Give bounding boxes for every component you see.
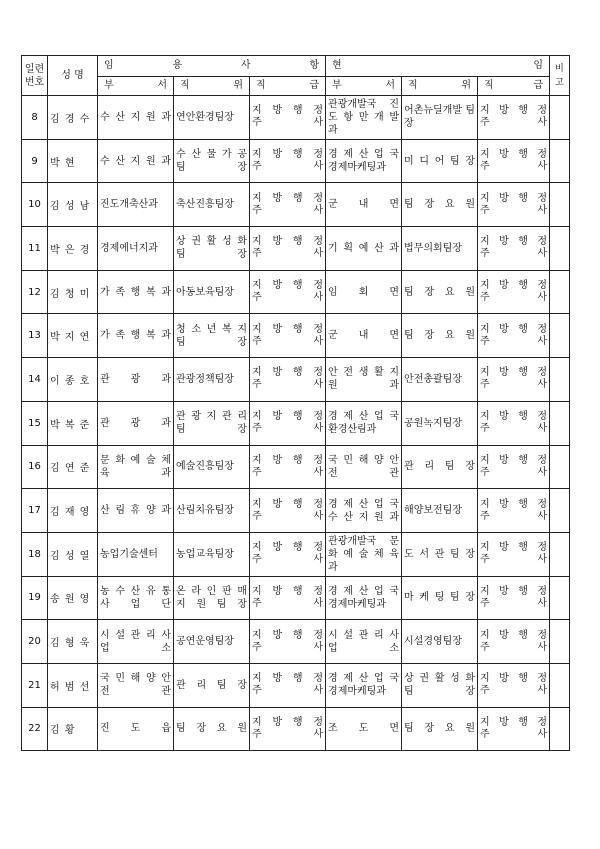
cur-rank-line2: 주 사 bbox=[480, 161, 548, 173]
name-cell: 김 황 bbox=[48, 707, 98, 751]
new-position-cell: 농업교육팀장 bbox=[174, 532, 250, 576]
remark-cell bbox=[550, 663, 570, 707]
cur-dept-cell: 경 제 산 업 국 경제마케팅과 bbox=[326, 663, 402, 707]
cur-position-cell: 공원녹지팀장 bbox=[402, 401, 478, 445]
table-row bbox=[22, 663, 570, 707]
cur-rank-cell bbox=[478, 401, 550, 445]
cur-rank-line1: 지 방 행 정 bbox=[480, 367, 548, 379]
serial-cell: 14 bbox=[22, 358, 48, 402]
cur-rank-line1: 지 방 행 정 bbox=[480, 236, 548, 248]
new-dept-cell: 관 광 과 bbox=[98, 358, 174, 402]
new-rank-cell bbox=[250, 314, 326, 358]
table-row bbox=[22, 183, 570, 227]
table-row bbox=[22, 532, 570, 576]
cur-dept-cell: 군 내 면 bbox=[326, 183, 402, 227]
cur-rank-line1: 지 방 행 정 bbox=[480, 411, 548, 423]
new-rank-line2: 주 사 bbox=[252, 204, 324, 216]
serial-cell: 9 bbox=[22, 139, 48, 183]
new-rank-cell bbox=[250, 270, 326, 314]
cur-rank-cell bbox=[478, 96, 550, 140]
new-position-cell: 예술진흥팀장 bbox=[174, 445, 250, 489]
new-dept-cell: 수 산 지 원 과 bbox=[98, 139, 174, 183]
new-rank-cell bbox=[250, 707, 326, 751]
cur-rank-cell bbox=[478, 270, 550, 314]
serial-cell: 15 bbox=[22, 401, 48, 445]
new-rank-line2: 주 사 bbox=[252, 117, 324, 129]
cur-dept-cell: 경 제 산 업 국 경제마케팅과 bbox=[326, 576, 402, 620]
cur-position-cell: 안전총괄팀장 bbox=[402, 358, 478, 402]
serial-cell: 20 bbox=[22, 620, 48, 664]
new-rank-line1: 지 방 행 정 bbox=[252, 498, 324, 510]
name-cell: 이 종 호 bbox=[48, 358, 98, 402]
serial-cell: 10 bbox=[22, 183, 48, 227]
cur-rank-line1: 지 방 행 정 bbox=[480, 454, 548, 466]
new-rank-line2: 주 사 bbox=[252, 248, 324, 260]
cur-position-cell: 해양보전팀장 bbox=[402, 489, 478, 533]
header-appointment-char: 임 bbox=[104, 60, 114, 71]
new-rank-line2: 주 사 bbox=[252, 510, 324, 522]
cur-rank-line1: 지 방 행 정 bbox=[480, 542, 548, 554]
new-dept-cell: 문 화 예 술 체 육 과 bbox=[98, 445, 174, 489]
cur-rank-line1: 지 방 행 정 bbox=[480, 629, 548, 641]
cur-rank-line1: 지 방 행 정 bbox=[480, 192, 548, 204]
cur-position-cell: 팀 장 요 원 bbox=[402, 707, 478, 751]
cur-position-cell: 도 서 관 팀 장 bbox=[402, 532, 478, 576]
table-row bbox=[22, 227, 570, 271]
new-rank-line2: 주 사 bbox=[252, 685, 324, 697]
new-rank-line1: 지 방 행 정 bbox=[252, 105, 324, 117]
cur-dept-cell: 기 획 예 산 과 bbox=[326, 227, 402, 271]
serial-cell: 16 bbox=[22, 445, 48, 489]
table-row bbox=[22, 314, 570, 358]
cur-rank-cell bbox=[478, 139, 550, 183]
header-appointment-char: 사 bbox=[240, 60, 251, 71]
cur-rank-cell bbox=[478, 663, 550, 707]
cur-position-cell: 법무의회팀장 bbox=[402, 227, 478, 271]
cur-position-cell: 마 케 팅 팀 장 bbox=[402, 576, 478, 620]
header-name: 성 명 bbox=[48, 56, 98, 96]
new-position-cell: 온 라 인 판 매 지 원 팀 장 bbox=[174, 576, 250, 620]
name-cell: 박 은 경 bbox=[48, 227, 98, 271]
new-dept-cell: 산 림 휴 양 과 bbox=[98, 489, 174, 533]
remark-cell bbox=[550, 96, 570, 140]
new-position-cell: 축산진흥팀장 bbox=[174, 183, 250, 227]
new-rank-line1: 지 방 행 정 bbox=[252, 236, 324, 248]
remark-cell bbox=[550, 532, 570, 576]
remark-cell bbox=[550, 489, 570, 533]
cur-dept-cell: 시 설 관 리 사 업 소 bbox=[326, 620, 402, 664]
name-cell: 김 성 열 bbox=[48, 532, 98, 576]
new-rank-line2: 주 사 bbox=[252, 335, 324, 347]
new-dept-cell: 농 수 산 유 통 사 업 단 bbox=[98, 576, 174, 620]
new-dept-cell: 진도개축산과 bbox=[98, 183, 174, 227]
new-rank-line2: 주 사 bbox=[252, 292, 324, 304]
name-cell: 송 원 영 bbox=[48, 576, 98, 620]
new-rank-cell bbox=[250, 489, 326, 533]
name-cell: 김 청 미 bbox=[48, 270, 98, 314]
table-row bbox=[22, 139, 570, 183]
cur-dept-cell: 안 전 생 활 지 원 과 bbox=[326, 358, 402, 402]
serial-cell: 11 bbox=[22, 227, 48, 271]
cur-rank-line2: 주 사 bbox=[480, 248, 548, 260]
table-row bbox=[22, 270, 570, 314]
cur-rank-line2: 주 사 bbox=[480, 728, 548, 740]
cur-rank-cell bbox=[478, 445, 550, 489]
new-dept-cell: 수 산 지 원 과 bbox=[98, 96, 174, 140]
header-appointment bbox=[98, 56, 326, 77]
new-position-cell: 아동보육팀장 bbox=[174, 270, 250, 314]
name-cell: 김 경 수 bbox=[48, 96, 98, 140]
new-rank-line1: 지 방 행 정 bbox=[252, 323, 324, 335]
header-new-rank: 직 급 bbox=[250, 77, 326, 96]
serial-cell: 17 bbox=[22, 489, 48, 533]
cur-dept-cell: 관광개발국 문 화 예 술 체 육 과 bbox=[326, 532, 402, 576]
cur-rank-line2: 주 사 bbox=[480, 335, 548, 347]
remark-cell bbox=[550, 358, 570, 402]
new-position-cell: 관 광 지 관 리 팀 장 bbox=[174, 401, 250, 445]
header-appointment-char: 용 bbox=[172, 60, 183, 71]
remark-cell bbox=[550, 445, 570, 489]
serial-cell: 18 bbox=[22, 532, 48, 576]
cur-rank-line2: 주 사 bbox=[480, 554, 548, 566]
new-rank-line1: 지 방 행 정 bbox=[252, 716, 324, 728]
header-remarks: 비 고 bbox=[550, 56, 570, 96]
remark-cell bbox=[550, 139, 570, 183]
new-position-cell: 상 권 활 성 화 팀 장 bbox=[174, 227, 250, 271]
remark-cell bbox=[550, 227, 570, 271]
new-position-cell: 수 산 물 가 공 팀 장 bbox=[174, 139, 250, 183]
name-cell: 박 현 bbox=[48, 139, 98, 183]
cur-dept-cell: 관광개발국 진 도 항 만 개 발 과 bbox=[326, 96, 402, 140]
new-rank-line1: 지 방 행 정 bbox=[252, 149, 324, 161]
remark-cell bbox=[550, 270, 570, 314]
cur-rank-cell bbox=[478, 314, 550, 358]
name-cell: 박 지 연 bbox=[48, 314, 98, 358]
cur-rank-cell bbox=[478, 707, 550, 751]
new-rank-cell bbox=[250, 663, 326, 707]
serial-cell: 13 bbox=[22, 314, 48, 358]
new-position-cell: 산림치유팀장 bbox=[174, 489, 250, 533]
new-dept-cell: 시 설 관 리 사 업 소 bbox=[98, 620, 174, 664]
header-serial: 일련 번호 bbox=[22, 56, 48, 96]
new-rank-cell bbox=[250, 358, 326, 402]
remark-cell bbox=[550, 314, 570, 358]
cur-position-cell: 팀 장 요 원 bbox=[402, 183, 478, 227]
header-new-dept: 부 서 bbox=[98, 77, 174, 96]
table-row bbox=[22, 489, 570, 533]
cur-rank-cell bbox=[478, 489, 550, 533]
new-position-cell: 공연운영팀장 bbox=[174, 620, 250, 664]
cur-dept-cell: 경 제 산 업 국 수 산 지 원 과 bbox=[326, 489, 402, 533]
header-new-position: 직 위 bbox=[174, 77, 250, 96]
cur-rank-cell bbox=[478, 358, 550, 402]
header-cur-rank: 직 급 bbox=[478, 77, 550, 96]
new-position-cell: 팀 장 요 원 bbox=[174, 707, 250, 751]
cur-dept-cell: 경 제 산 업 국 환경산림과 bbox=[326, 401, 402, 445]
new-rank-cell bbox=[250, 183, 326, 227]
new-rank-line1: 지 방 행 정 bbox=[252, 192, 324, 204]
cur-position-cell: 팀 장 요 원 bbox=[402, 314, 478, 358]
new-position-cell: 청 소 년 복 지 팀 장 bbox=[174, 314, 250, 358]
remark-cell bbox=[550, 576, 570, 620]
new-rank-cell bbox=[250, 445, 326, 489]
cur-rank-line1: 지 방 행 정 bbox=[480, 149, 548, 161]
name-cell: 박 복 준 bbox=[48, 401, 98, 445]
header-current-left: 현 bbox=[332, 60, 342, 71]
cur-rank-line1: 지 방 행 정 bbox=[480, 716, 548, 728]
cur-dept-cell: 조 도 면 bbox=[326, 707, 402, 751]
new-rank-line1: 지 방 행 정 bbox=[252, 585, 324, 597]
new-rank-cell bbox=[250, 532, 326, 576]
cur-dept-cell: 경 제 산 업 국 경제마케팅과 bbox=[326, 139, 402, 183]
cur-position-cell: 상 권 활 성 화 팀 장 bbox=[402, 663, 478, 707]
cur-rank-line2: 주 사 bbox=[480, 204, 548, 216]
new-rank-cell bbox=[250, 96, 326, 140]
cur-dept-cell: 군 내 면 bbox=[326, 314, 402, 358]
cur-position-cell: 미 디 어 팀 장 bbox=[402, 139, 478, 183]
new-rank-line1: 지 방 행 정 bbox=[252, 542, 324, 554]
new-rank-line1: 지 방 행 정 bbox=[252, 629, 324, 641]
new-dept-cell: 관 광 과 bbox=[98, 401, 174, 445]
table-row bbox=[22, 358, 570, 402]
table-row bbox=[22, 707, 570, 751]
remark-cell bbox=[550, 401, 570, 445]
new-rank-line1: 지 방 행 정 bbox=[252, 454, 324, 466]
name-cell: 김 재 영 bbox=[48, 489, 98, 533]
cur-rank-cell bbox=[478, 183, 550, 227]
cur-position-cell: 관 리 팀 장 bbox=[402, 445, 478, 489]
cur-position-cell: 어촌뉴딜개발 팀 장 bbox=[402, 96, 478, 140]
cur-rank-line2: 주 사 bbox=[480, 685, 548, 697]
new-rank-cell bbox=[250, 227, 326, 271]
header-cur-dept: 부 서 bbox=[326, 77, 402, 96]
new-rank-cell bbox=[250, 401, 326, 445]
new-rank-line1: 지 방 행 정 bbox=[252, 280, 324, 292]
new-rank-line1: 지 방 행 정 bbox=[252, 367, 324, 379]
table-row bbox=[22, 576, 570, 620]
remark-cell bbox=[550, 620, 570, 664]
new-position-cell: 관 리 팀 장 bbox=[174, 663, 250, 707]
new-dept-cell: 국 민 해 양 안 전 관 bbox=[98, 663, 174, 707]
cur-dept-cell: 국 민 해 양 안 전 관 bbox=[326, 445, 402, 489]
header-current bbox=[326, 56, 550, 77]
cur-dept-cell: 임 회 면 bbox=[326, 270, 402, 314]
cur-rank-line2: 주 사 bbox=[480, 510, 548, 522]
new-rank-line2: 주 사 bbox=[252, 161, 324, 173]
new-dept-cell: 가 족 행 복 과 bbox=[98, 314, 174, 358]
cur-rank-line2: 주 사 bbox=[480, 423, 548, 435]
header-current-right: 임 bbox=[533, 60, 544, 71]
cur-position-cell: 시설경영팀장 bbox=[402, 620, 478, 664]
new-rank-line2: 주 사 bbox=[252, 554, 324, 566]
name-cell: 김 형 욱 bbox=[48, 620, 98, 664]
new-rank-line2: 주 사 bbox=[252, 728, 324, 740]
cur-rank-line2: 주 사 bbox=[480, 117, 548, 129]
name-cell: 김 연 준 bbox=[48, 445, 98, 489]
new-rank-cell bbox=[250, 139, 326, 183]
serial-cell: 12 bbox=[22, 270, 48, 314]
new-dept-cell: 진 도 읍 bbox=[98, 707, 174, 751]
table-row bbox=[22, 445, 570, 489]
new-position-cell: 관광정책팀장 bbox=[174, 358, 250, 402]
cur-rank-line1: 지 방 행 정 bbox=[480, 280, 548, 292]
new-rank-line1: 지 방 행 정 bbox=[252, 411, 324, 423]
new-position-cell: 연안환경팀장 bbox=[174, 96, 250, 140]
serial-cell: 21 bbox=[22, 663, 48, 707]
new-rank-line1: 지 방 행 정 bbox=[252, 673, 324, 685]
cur-rank-line2: 주 사 bbox=[480, 379, 548, 391]
cur-rank-cell bbox=[478, 532, 550, 576]
new-rank-line2: 주 사 bbox=[252, 379, 324, 391]
name-cell: 김 성 남 bbox=[48, 183, 98, 227]
name-cell: 허 범 선 bbox=[48, 663, 98, 707]
cur-rank-cell bbox=[478, 227, 550, 271]
cur-rank-line1: 지 방 행 정 bbox=[480, 673, 548, 685]
cur-rank-line2: 주 사 bbox=[480, 466, 548, 478]
new-rank-line2: 주 사 bbox=[252, 597, 324, 609]
cur-rank-cell bbox=[478, 576, 550, 620]
cur-rank-line2: 주 사 bbox=[480, 597, 548, 609]
table-row bbox=[22, 620, 570, 664]
new-rank-line2: 주 사 bbox=[252, 423, 324, 435]
cur-rank-line2: 주 사 bbox=[480, 641, 548, 653]
new-dept-cell: 농업기술센터 bbox=[98, 532, 174, 576]
appointment-table bbox=[21, 55, 570, 751]
cur-rank-line1: 지 방 행 정 bbox=[480, 323, 548, 335]
cur-position-cell: 팀 장 요 원 bbox=[402, 270, 478, 314]
cur-rank-cell bbox=[478, 620, 550, 664]
serial-cell: 19 bbox=[22, 576, 48, 620]
header-cur-position: 직 위 bbox=[402, 77, 478, 96]
remark-cell bbox=[550, 183, 570, 227]
table-row bbox=[22, 96, 570, 140]
cur-rank-line2: 주 사 bbox=[480, 292, 548, 304]
cur-rank-line1: 지 방 행 정 bbox=[480, 498, 548, 510]
serial-cell: 22 bbox=[22, 707, 48, 751]
serial-cell: 8 bbox=[22, 96, 48, 140]
new-rank-cell bbox=[250, 620, 326, 664]
table-row bbox=[22, 401, 570, 445]
new-rank-cell bbox=[250, 576, 326, 620]
cur-rank-line1: 지 방 행 정 bbox=[480, 105, 548, 117]
new-dept-cell: 경제에너지과 bbox=[98, 227, 174, 271]
new-rank-line2: 주 사 bbox=[252, 641, 324, 653]
cur-rank-line1: 지 방 행 정 bbox=[480, 585, 548, 597]
new-dept-cell: 가 족 행 복 과 bbox=[98, 270, 174, 314]
remark-cell bbox=[550, 707, 570, 751]
new-rank-line2: 주 사 bbox=[252, 466, 324, 478]
header-appointment-char: 항 bbox=[309, 60, 320, 71]
